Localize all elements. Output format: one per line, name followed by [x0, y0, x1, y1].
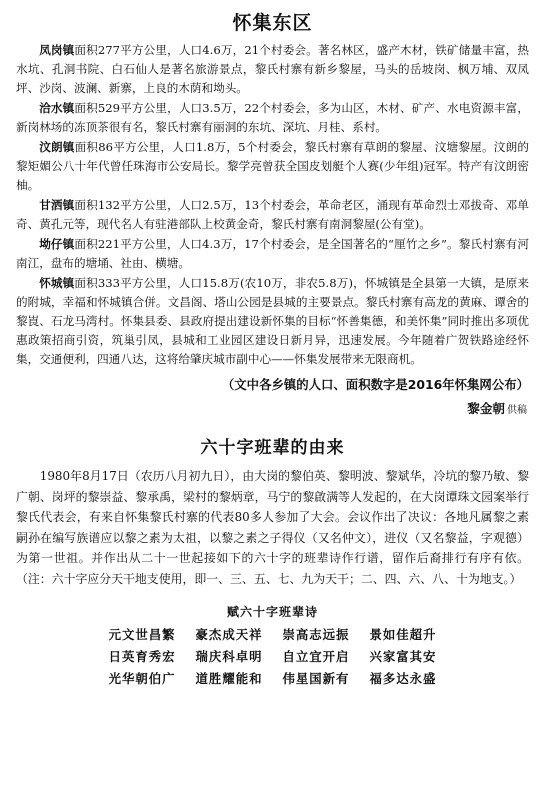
section-title: 怀集东区 [232, 12, 313, 34]
town-entry [16, 235, 529, 273]
town-entry [16, 196, 529, 234]
poem-line: 福多达永盛 [369, 671, 437, 686]
poem-line: 日英育秀宏 [108, 649, 176, 664]
town-name: 汶朗镇 [39, 140, 75, 154]
poem-title: 赋六十字班辈诗 [226, 605, 318, 619]
town-name: 洽水镇 [39, 101, 75, 115]
poem-line: 道胜耀能和 [195, 671, 263, 686]
town-list [16, 41, 529, 369]
article-body: 1980年8月17日（农历八月初九日），由大岗的黎伯英、黎明波、黎斌华，冷坑的黎乃敏、黎广朝、岗坪的黎崇益、黎承禹，梁村的黎炳章，马宁的黎啟满等人发起的，在大岗谭珠文园案举行黎氏代表会，有来自怀集黎氏村寨的代表80多人参加了大会。会议作出了决议：各地凡属黎之素嗣孙在编写族谱应以黎之素为太祖，以黎之素之子得仪（又名仲文），进仪（又名黎益，字观德）为第一世祖。并作出从二十一世起接如下的六十字的班辈诗作行谱，留作后裔排行有序有依。（注：六十字应分天干地支使用，即一、三、五、七、九为天干；二、四、六、八、十为地支。） [16, 469, 529, 586]
town-name: 坳仔镇 [39, 237, 75, 251]
poem-line: 瑞庆科卓明 [195, 649, 263, 664]
poem-line: 自立宜开启 [282, 649, 350, 664]
poem-line: 景如佳超升 [369, 627, 437, 642]
town-text: 面积529平方公里，人口3.5万，22个村委会，多为山区，木材、矿产、水电资源丰富，新岗林场的冻顶茶很有名，黎氏村寨有丽洞的东坑、深坑、月桂、系村。 [16, 101, 529, 134]
town-name: 甘洒镇 [39, 198, 75, 212]
town-name: 凤岗镇 [39, 43, 75, 57]
source-note: （文中各乡镇的人口、面积数字是2016年怀集网公布） [221, 377, 529, 392]
poem-line: 豪杰成天祥 [195, 627, 263, 642]
poem-grid [16, 625, 529, 687]
town-entry [16, 99, 529, 137]
town-text: 面积221平方公里，人口4.3万，17个村委会，是全国著名的“厘竹之乡”。黎氏村寨有河南江，盘布的塘埇、社由、横塘。 [16, 237, 529, 270]
poem-line: 元文世昌繁 [108, 627, 176, 642]
town-entry [16, 274, 529, 369]
poem-line: 伟星国新有 [282, 671, 350, 686]
author-name: 黎金朝 [467, 401, 505, 416]
poem-line: 光华朝伯广 [108, 671, 176, 686]
author-suffix: 供稿 [507, 405, 527, 416]
town-name: 怀城镇 [39, 276, 75, 290]
town-text: 面积132平方公里，人口2.5万，13个村委会，革命老区，涌现有革命烈士邓拔奇、邓单奇、黄孔元等，现代名人有驻港部队上校黄金奇，黎氏村寨有南洞黎屋(公有堂)。 [16, 198, 529, 231]
town-entry [16, 138, 529, 195]
poem-line: 崇高志远振 [282, 627, 350, 642]
town-text: 面积277平方公里，人口4.6万，21个村委会。著名林区，盛产木材，铁矿储量丰富，热水坑、孔洞书院、白石仙人是著名旅游景点，黎氏村寨有新乡黎屋，马头的岳坡岗、枫万埔、双凤坪、沙岗、波澜、新寨，上良的木荫和坳头。 [16, 43, 529, 95]
poem-line: 兴家富其安 [369, 649, 437, 664]
town-entry [16, 41, 529, 98]
article-title: 六十字班辈的由来 [200, 438, 345, 458]
town-text: 面积333平方公里，人口15.8万(农10万，非农5.8万)，怀城镇是全县第一大镇，是原来的附城，幸福和怀城镇合併。文昌阁、塔山公园是县城的主要景点。黎氏村寨有高龙的黄麻、谭舍的黎崀、石龙马湾村。怀集县委、县政府提出建设新怀集的目标“怀善集德，和美怀集”同时推出多项优惠政策招商引资，筑巢引凤，县城和工业园区建设日新月异，迅速发展。今年随着广贺铁路途经怀集，交通便利，四通八达，这将给肇庆城市副中心——怀集发展带来无限商机。 [16, 276, 529, 366]
author-credit [16, 398, 527, 417]
town-text: 面积86平方公里，人口1.8万，5个村委会，黎氏村寨有草朗的黎屋、汶塘黎屋。汶朗的黎矩媚公八十年代曾任珠海市公安局长。黎学亮曾获全国皮划艇个人赛(少年组)冠军。特产有汶朗密柚。 [16, 140, 529, 192]
